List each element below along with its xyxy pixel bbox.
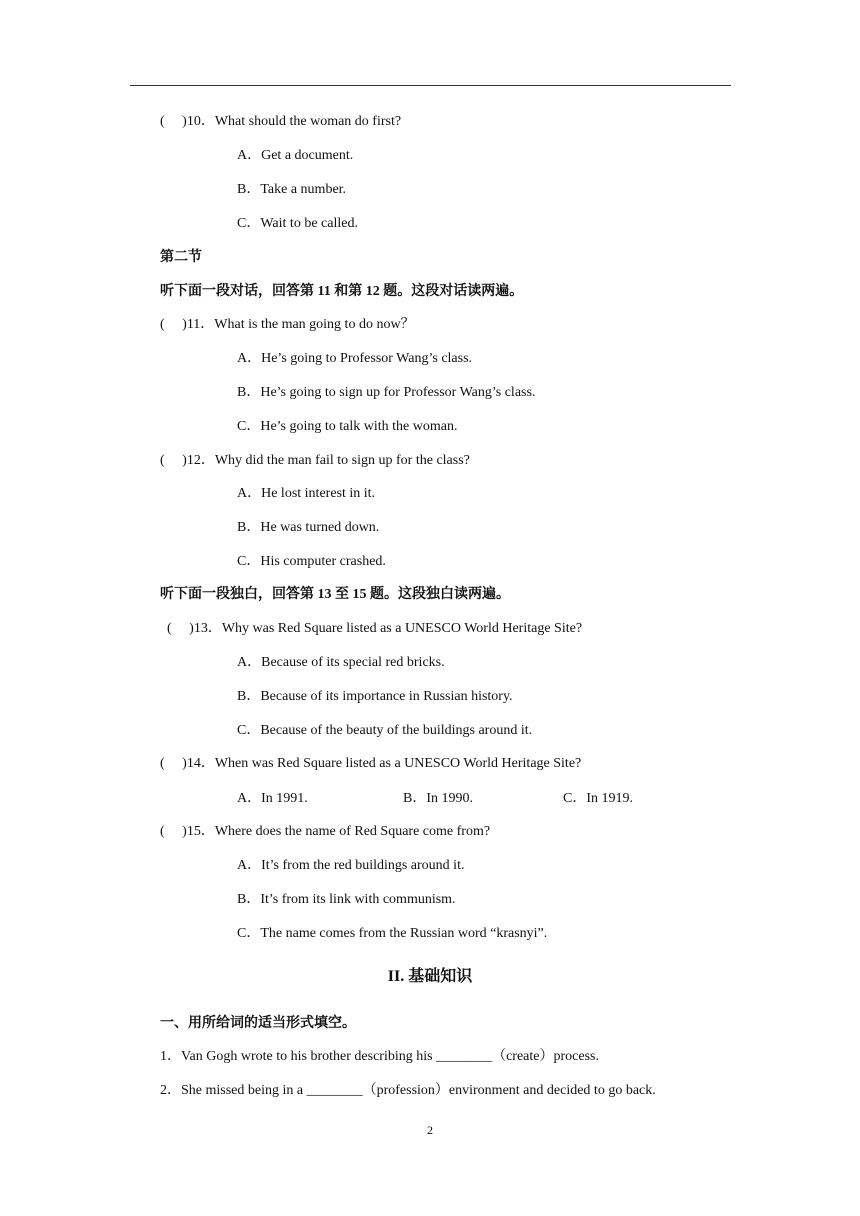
question-11-option-c: C．He’s going to talk with the woman. (237, 419, 458, 434)
question-15-option-a: A．It’s from the red buildings around it. (237, 858, 465, 873)
question-10-option-b: B．Take a number. (237, 182, 347, 197)
question-10-option-c: C．Wait to be called. (237, 216, 358, 231)
fill-blank-item-2: 2．She missed being in a ________（profession）environment and decided to go back. (160, 1083, 656, 1098)
question-11-stem: ( )11．What is the man going to do now？ (160, 317, 415, 332)
question-10-option-a: A．Get a document. (237, 148, 354, 163)
question-14-option-a: A．In 1991. (237, 791, 308, 806)
section-ii-heading: II. 基础知识 (387, 968, 473, 985)
dialogue-instructions: 听下面一段对话，回答第 11 和第 12 题。这段对话读两遍。 (160, 284, 524, 299)
question-12-stem: ( )12．Why did the man fail to sign up for the class? (160, 453, 470, 468)
page-number: 2 (427, 1123, 433, 1137)
question-11-option-a: A．He’s going to Professor Wang’s class. (237, 351, 473, 366)
question-15-option-b: B．It’s from its link with communism. (237, 892, 456, 907)
question-13-option-b: B．Because of its importance in Russian history. (237, 689, 513, 704)
question-13-stem: ( )13．Why was Red Square listed as a UNESCO World Heritage Site? (167, 621, 583, 636)
question-13-option-a: A．Because of its special red bricks. (237, 655, 445, 670)
question-12-option-a: A．He lost interest in it. (237, 486, 376, 501)
question-11-option-b: B．He’s going to sign up for Professor Wang’s class. (237, 385, 536, 400)
fill-blank-item-1: 1．Van Gogh wrote to his brother describing his ________（create）process. (160, 1049, 599, 1064)
section-2-title: 第二节 (160, 250, 202, 265)
question-14-option-b: B．In 1990. (403, 791, 473, 806)
monologue-instructions: 听下面一段独白，回答第 13 至 15 题。这段独白读两遍。 (160, 587, 510, 602)
header-rule (130, 85, 731, 86)
part-1-title: 一、用所给词的适当形式填空。 (160, 1016, 356, 1031)
question-15-stem: ( )15．Where does the name of Red Square come from? (160, 824, 491, 839)
question-15-option-c: C．The name comes from the Russian word “krasnyi”. (237, 926, 548, 941)
question-12-option-c: C．His computer crashed. (237, 554, 386, 569)
question-14-stem: ( )14．When was Red Square listed as a UNESCO World Heritage Site? (160, 756, 582, 771)
question-14-option-c: C．In 1919. (563, 791, 633, 806)
question-13-option-c: C．Because of the beauty of the buildings around it. (237, 723, 533, 738)
question-12-option-b: B．He was turned down. (237, 520, 380, 535)
question-10-stem: ( )10．What should the woman do first? (160, 114, 402, 129)
